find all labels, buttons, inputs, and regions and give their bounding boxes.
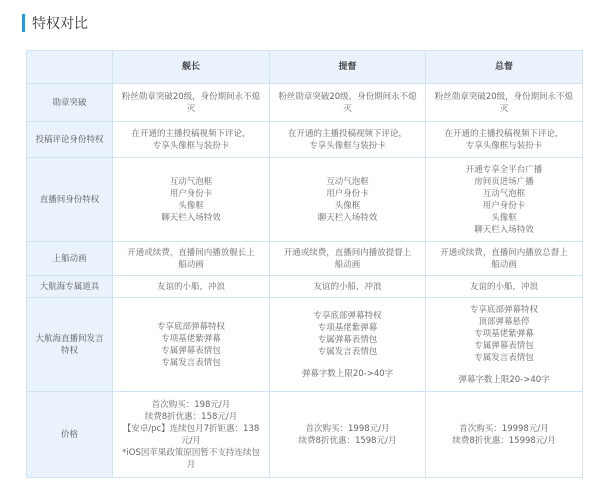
page-title: 特权对比 bbox=[32, 16, 88, 32]
cell-governor bbox=[426, 84, 583, 122]
cell-line: 弹幕字数上限20->40字 bbox=[301, 368, 394, 379]
cell-line: 【安卓/pc】连续包月7折钜惠：138元/月 bbox=[122, 423, 260, 446]
cell-spacer bbox=[276, 358, 419, 368]
cell-line: 在开通的主播投稿视频下评论， bbox=[287, 128, 407, 139]
table-body bbox=[27, 84, 583, 478]
cell-admiral bbox=[270, 84, 426, 122]
cell-governor bbox=[426, 276, 583, 298]
cell-line: 专享底部弹幕特权 bbox=[313, 310, 382, 321]
cell-line: *iOS因苹果政策原因暂不支持连续包月 bbox=[122, 447, 260, 470]
cell-line: 开通或续费，直播间内播放总督上 bbox=[440, 247, 568, 258]
cell-line: 在开通的主播投稿视频下评论， bbox=[444, 128, 564, 139]
cell-line: 互动气泡框 bbox=[169, 176, 213, 187]
cell-admiral bbox=[270, 392, 426, 478]
cell-line: 互动气泡框 bbox=[482, 188, 526, 199]
cell-line: 聊天栏入场特效 bbox=[317, 212, 378, 223]
cell-line: 头像框 bbox=[491, 212, 517, 223]
cell-line: 船动画 bbox=[178, 259, 204, 270]
row-label: 上船动画 bbox=[27, 242, 113, 276]
cell-line: 粉丝勋章突破20级，身份期间永不熄灭 bbox=[278, 91, 417, 114]
cell-line: 专享底部弹幕特权 bbox=[156, 321, 225, 332]
cell-governor bbox=[426, 298, 583, 392]
cell-line: 在开通的主播投稿视频下评论， bbox=[131, 128, 251, 139]
table-row bbox=[27, 242, 583, 276]
cell-line: 专属发言表情包 bbox=[317, 346, 378, 357]
cell-line: 首次购买：1998元/月 bbox=[305, 423, 390, 434]
cell-governor bbox=[426, 242, 583, 276]
row-label: 投稿评论身份特权 bbox=[27, 122, 113, 158]
cell-governor bbox=[426, 158, 583, 242]
cell-governor bbox=[426, 392, 583, 478]
row-label: 大航海直播间发言特权 bbox=[27, 298, 113, 392]
section-header bbox=[22, 12, 88, 34]
cell-line: 头像框 bbox=[334, 200, 361, 211]
table-row bbox=[27, 158, 583, 242]
cell-line: 友谊的小船，冲浪 bbox=[313, 281, 382, 292]
cell-line: 专项基佬紫弹幕 bbox=[317, 322, 378, 333]
cell-line: 用户身份卡 bbox=[326, 188, 369, 199]
cell-line: 粉丝勋章突破20级，身份期间永不熄灭 bbox=[121, 91, 261, 114]
table-header-row bbox=[27, 51, 583, 84]
cell-line: 开通或续费，直播间内播放舰长上 bbox=[127, 247, 255, 258]
header-captain: 舰长 bbox=[113, 51, 270, 84]
row-label: 价格 bbox=[27, 392, 113, 478]
privilege-comparison-table bbox=[26, 50, 583, 478]
header-admiral: 提督 bbox=[270, 51, 426, 84]
cell-line: 开通专享全平台广播 bbox=[465, 164, 543, 175]
cell-line: 专属弹幕表情包 bbox=[317, 334, 378, 345]
cell-line: 开通或续费，直播间内播放提督上 bbox=[283, 247, 412, 258]
cell-line: 续费8折优惠：158元/月 bbox=[144, 411, 238, 422]
cell-line: 头像框 bbox=[178, 200, 204, 211]
cell-line: 专享头像框与装扮卡 bbox=[465, 140, 543, 151]
cell-line: 友谊的小船，冲浪 bbox=[469, 281, 538, 292]
cell-line: 首次购买：19998元/月 bbox=[459, 423, 549, 434]
cell-admiral bbox=[270, 298, 426, 392]
table-row bbox=[27, 392, 583, 478]
table-row bbox=[27, 84, 583, 122]
cell-line: 专属发言表情包 bbox=[161, 357, 221, 368]
cell-captain bbox=[113, 298, 270, 392]
cell-line: 友谊的小船，冲浪 bbox=[156, 281, 225, 292]
accent-bar bbox=[22, 14, 25, 32]
cell-admiral bbox=[270, 242, 426, 276]
header-corner bbox=[27, 51, 113, 84]
cell-captain bbox=[113, 158, 270, 242]
cell-line: 聊天栏入场特效 bbox=[161, 212, 221, 223]
header-governor: 总督 bbox=[426, 51, 583, 84]
cell-line: 专享底部弹幕特权 bbox=[469, 304, 538, 315]
cell-admiral bbox=[270, 158, 426, 242]
cell-line: 房间页进场广播 bbox=[474, 176, 534, 187]
cell-line: 粉丝勋章突破20级，身份期间永不熄灭 bbox=[434, 91, 574, 114]
cell-line: 互动气泡框 bbox=[326, 176, 369, 187]
cell-line: 续费8折优惠：1598元/月 bbox=[298, 435, 397, 446]
cell-line: 船动画 bbox=[491, 259, 517, 270]
cell-line: 弹幕字数上限20->40字 bbox=[458, 374, 550, 385]
cell-line: 专项基佬紫弹幕 bbox=[161, 333, 221, 344]
cell-line: 用户身份卡 bbox=[169, 188, 213, 199]
cell-captain bbox=[113, 122, 270, 158]
cell-line: 专属弹幕表情包 bbox=[161, 345, 221, 356]
cell-line: 专属弹幕表情包 bbox=[474, 340, 534, 351]
cell-captain bbox=[113, 392, 270, 478]
cell-captain bbox=[113, 276, 270, 298]
cell-admiral bbox=[270, 276, 426, 298]
cell-line: 专属发言表情包 bbox=[474, 352, 534, 363]
cell-line: 用户身份卡 bbox=[482, 200, 526, 211]
row-label: 直播间身份特权 bbox=[27, 158, 113, 242]
cell-line: 船动画 bbox=[334, 259, 361, 270]
cell-line: 专享头像框与装扮卡 bbox=[152, 140, 230, 151]
cell-line: 专享头像框与装扮卡 bbox=[309, 140, 386, 151]
table-row bbox=[27, 298, 583, 392]
cell-line: 顶部弹幕悬停 bbox=[478, 316, 530, 327]
cell-spacer bbox=[432, 364, 576, 374]
cell-line: 专项基佬紫弹幕 bbox=[474, 328, 534, 339]
cell-line: 首次购买：198元/月 bbox=[151, 399, 231, 410]
row-label: 勋章突破 bbox=[27, 84, 113, 122]
table-row bbox=[27, 122, 583, 158]
cell-admiral bbox=[270, 122, 426, 158]
row-label: 大航海专属道具 bbox=[27, 276, 113, 298]
cell-line: 聊天栏入场特效 bbox=[474, 224, 534, 235]
cell-captain bbox=[113, 84, 270, 122]
cell-line: 续费8折优惠：15998元/月 bbox=[452, 435, 556, 446]
cell-captain bbox=[113, 242, 270, 276]
table-row bbox=[27, 276, 583, 298]
cell-governor bbox=[426, 122, 583, 158]
